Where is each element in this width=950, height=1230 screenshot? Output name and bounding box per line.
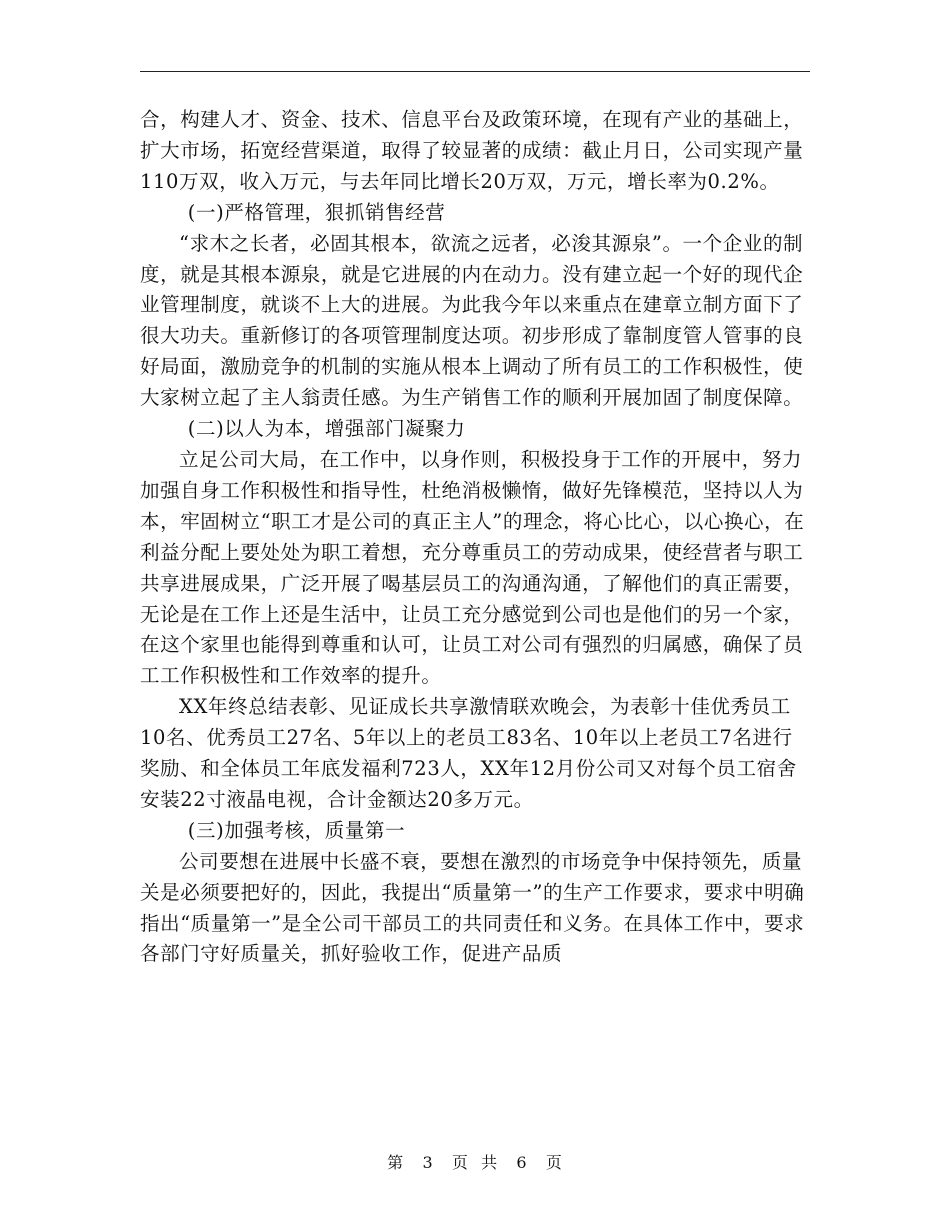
section-heading-1: (一)严格管理，狠抓销售经营 [187, 200, 446, 224]
header-rule [140, 71, 810, 72]
footer-current-page: 3 [422, 1153, 434, 1172]
footer-total-pages: 6 [516, 1153, 528, 1172]
section-heading-3: (三)加强考核，质量第一 [187, 818, 406, 842]
paragraph-management: “求木之长者，必固其根本，欲流之远者，必浚其源泉”。一个企业的制度，就是其根本源泉，就是它进展的内在动力。没有建立起一个好的现代企业管理制度，就谈不上大的进展。为此我今年以来重点在建章立制方面下了很大功夫。重新修订的各项管理制度达项。初步形成了靠制度管人管事的良好局面，激励竞争的机制的实施从根本上调动了所有员工的工作积极性，使大家树立起了主人翁责任感。为生产销售工作的顺利开展加固了制度保障。 [140, 231, 804, 410]
footer-label-post: 页 [545, 1153, 563, 1172]
footer-label-mid: 页 共 [451, 1153, 499, 1172]
document-body [140, 105, 810, 970]
footer-label-pre: 第 [387, 1153, 405, 1172]
section-heading-2: (二)以人为本，增强部门凝聚力 [187, 417, 466, 441]
paragraph-quality: 公司要想在进展中长盛不衰，要想在激烈的市场竞争中保持领先，质量关是必须要把好的，因此，我提出“质量第一”的生产工作要求，要求中明确指出“质量第一”是全公司干部员工的共同责任和义务。在具体工作中，要求各部门守好质量关，抓好验收工作，促进产品质 [140, 849, 805, 966]
paragraph-people-first: 立足公司大局，在工作中，以身作则，积极投身于工作的开展中，努力加强自身工作积极性和指导性，杜绝消极懒惰，做好先锋模范，坚持以人为本，牢固树立“职工才是公司的真正主人”的理念，将心比心，以心换心，在利益分配上要处处为职工着想，充分尊重员工的劳动成果，使经营者与职工共享进展成果，广泛开展了喝基层员工的沟通沟通，了解他们的真正需要，无论是在工作上还是生活中，让员工充分感觉到公司也是他们的另一个家，在这个家里也能得到尊重和认可，让员工对公司有强烈的归属感，确保了员工工作积极性和工作效率的提升。 [140, 447, 805, 688]
paragraph-year-end-awards: XX年终总结表彰、见证成长共享激情联欢晚会，为表彰十佳优秀员工10名、优秀员工27名、5年以上的老员工83名、10年以上老员工7名进行奖励、和全体员工年底发福利723人，XX年12月份公司又对每个员工宿舍安装22寸液晶电视，合计金额达20多万元。 [140, 695, 797, 811]
paragraph-intro-continued: 合，构建人才、资金、技术、信息平台及政策环境，在现有产业的基础上，扩大市场，拓宽经营渠道，取得了较显著的成绩：截止月日，公司实现产量110万双，收入万元，与去年同比增长20万双，万元，增长率为0.2%。 [140, 108, 804, 193]
page-footer [0, 1150, 950, 1173]
